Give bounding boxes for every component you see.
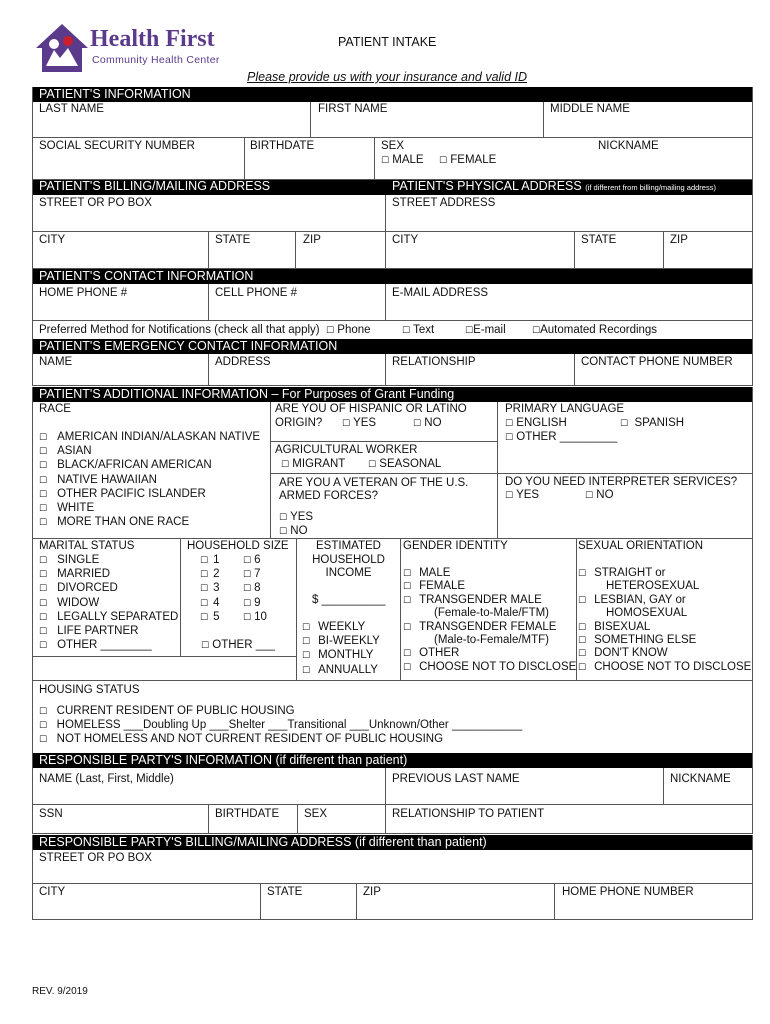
orientation-option-label: HETEROSEXUAL: [606, 580, 700, 593]
pref-phone-option[interactable]: ☐ Phone: [326, 324, 371, 336]
logo-text: Health First: [90, 26, 215, 52]
marital-option-0[interactable]: [39, 554, 99, 568]
marital-option-5[interactable]: [39, 625, 138, 639]
physical-state-field[interactable]: STATE: [581, 234, 617, 246]
checkbox-icon[interactable]: ☐: [39, 584, 48, 595]
race-option-label: MORE THAN ONE RACE: [57, 516, 190, 529]
checkbox-icon[interactable]: ☐: [413, 419, 422, 429]
billing-city-field[interactable]: CITY: [39, 234, 66, 246]
physical-zip-field[interactable]: ZIP: [670, 234, 688, 246]
marital-option-1[interactable]: [39, 568, 110, 582]
other-language-option[interactable]: ☐ OTHER _________: [505, 431, 618, 443]
marital-option-3[interactable]: [39, 597, 99, 611]
checkbox-icon[interactable]: ☐: [578, 662, 587, 673]
checkbox-icon[interactable]: ☐: [39, 707, 48, 717]
checkbox-icon[interactable]: ☐: [281, 460, 290, 470]
resp-zip-field[interactable]: ZIP: [363, 886, 381, 898]
race-option-label: WHITE: [57, 502, 95, 514]
veteran-yes-option[interactable]: ☐ YES: [279, 511, 314, 523]
gender-identity-label: GENDER IDENTITY: [403, 540, 508, 552]
veteran-question: ARE YOU A VETERAN OF THE U.S.: [279, 477, 469, 489]
middle-name-field[interactable]: MIDDLE NAME: [550, 103, 630, 115]
household-option-label: 4: [213, 596, 220, 609]
checkbox-icon[interactable]: ☐: [302, 623, 311, 633]
income-title-line: HOUSEHOLD: [312, 553, 385, 566]
orientation-option-3: [578, 607, 687, 620]
checkbox-icon[interactable]: ☐: [39, 612, 48, 623]
checkbox-icon[interactable]: ☐: [532, 326, 541, 336]
gender-option-1[interactable]: [403, 580, 465, 594]
orientation-option-label: DON'T KNOW: [594, 647, 668, 660]
gender-option-6[interactable]: [403, 647, 459, 661]
checkbox-icon[interactable]: ☐: [39, 433, 48, 443]
orientation-option-label: BISEXUAL: [594, 620, 651, 633]
race-option-label: AMERICAN INDIAN/ALASKAN NATIVE: [57, 431, 261, 443]
housing-not-homeless-option[interactable]: ☐ NOT HOMELESS AND NOT CURRENT RESIDENT OF PUBLIC HOUSING: [39, 733, 444, 745]
household-option-4[interactable]: [243, 611, 267, 625]
orientation-option-label: LESBIAN, GAY or: [594, 593, 686, 606]
pref-email-option[interactable]: ☐E-mail: [465, 324, 506, 336]
orientation-option-4[interactable]: [578, 621, 650, 635]
household-option-label: 10: [254, 610, 267, 623]
physical-city-field[interactable]: CITY: [392, 234, 419, 246]
income-option-label: WEEKLY: [318, 621, 366, 633]
section-responsible-billing: RESPONSIBLE PARTY'S BILLING/MAILING ADDRESS (if different than patient): [32, 835, 753, 850]
checkbox-icon[interactable]: ☐: [439, 156, 448, 166]
checkbox-icon[interactable]: ☐: [39, 461, 48, 472]
gender-option-label: OTHER: [419, 647, 460, 660]
checkbox-icon[interactable]: ☐: [585, 491, 594, 501]
ag-worker-label: AGRICULTURAL WORKER: [275, 444, 418, 456]
section-responsible-party: RESPONSIBLE PARTY'S INFORMATION (if different than patient): [32, 753, 753, 768]
household-option-0[interactable]: [243, 554, 260, 568]
household-option-0[interactable]: [200, 554, 219, 568]
marital-option-label: DIVORCED: [57, 582, 118, 595]
checkbox-icon[interactable]: ☐: [342, 419, 351, 429]
checkbox-icon[interactable]: ☐: [326, 326, 335, 336]
sexual-orientation-label: SEXUAL ORIENTATION: [578, 540, 704, 552]
revision-label: REV. 9/2019: [32, 986, 88, 997]
house-people-icon: [34, 22, 90, 74]
resp-prev-last-field[interactable]: PREVIOUS LAST NAME: [392, 773, 520, 785]
checkbox-icon[interactable]: ☐: [302, 637, 311, 648]
checkbox-icon[interactable]: ☐: [39, 641, 48, 652]
cell-phone-field[interactable]: CELL PHONE #: [215, 287, 298, 299]
checkbox-icon[interactable]: ☐: [243, 584, 252, 595]
primary-language-label: PRIMARY LANGUAGE: [505, 403, 625, 415]
resp-birthdate-field[interactable]: BIRTHDATE: [215, 808, 280, 820]
household-option-3[interactable]: [243, 597, 260, 611]
checkbox-icon[interactable]: ☐: [302, 665, 311, 676]
checkbox-icon[interactable]: ☐: [39, 489, 48, 500]
checkbox-icon[interactable]: ☐: [578, 569, 587, 579]
income-title-line: ESTIMATED: [316, 540, 381, 552]
checkbox-icon[interactable]: ☐: [39, 721, 48, 731]
race-option-6[interactable]: [39, 516, 189, 530]
income-option-1[interactable]: [302, 635, 380, 649]
english-option[interactable]: ☐ ENGLISH: [505, 417, 567, 429]
emergency-relationship-field[interactable]: RELATIONSHIP: [392, 356, 476, 368]
race-option-4[interactable]: [39, 488, 206, 502]
checkbox-icon[interactable]: ☐: [403, 622, 412, 633]
checkbox-icon[interactable]: ☐: [403, 595, 412, 606]
checkbox-icon[interactable]: ☐: [403, 662, 412, 673]
race-option-label: NATIVE HAWAIIAN: [57, 473, 157, 486]
orientation-option-2[interactable]: [578, 594, 686, 608]
resp-name-field[interactable]: NAME (Last, First, Middle): [39, 773, 174, 785]
checkbox-icon[interactable]: ☐: [578, 649, 587, 660]
ssn-field[interactable]: SOCIAL SECURITY NUMBER: [39, 140, 195, 152]
household-option-1[interactable]: [200, 568, 219, 582]
orientation-option-1: [578, 580, 699, 593]
billing-state-field[interactable]: STATE: [215, 234, 251, 246]
birthdate-field[interactable]: BIRTHDATE: [250, 140, 315, 152]
resp-relationship-field[interactable]: RELATIONSHIP TO PATIENT: [392, 808, 545, 820]
gender-option-4[interactable]: [403, 621, 556, 635]
orientation-option-label: CHOOSE NOT TO DISCLOSE: [594, 660, 752, 673]
checkbox-icon[interactable]: ☐: [381, 156, 390, 166]
resp-state-field[interactable]: STATE: [267, 886, 303, 898]
income-option-label: ANNUALLY: [318, 663, 378, 676]
race-option-2[interactable]: [39, 459, 212, 473]
income-option-label: MONTHLY: [318, 649, 374, 662]
email-field[interactable]: E-MAIL ADDRESS: [392, 287, 489, 299]
checkbox-icon[interactable]: ☐: [403, 582, 412, 593]
household-option-label: 2: [213, 568, 220, 581]
checkbox-icon[interactable]: ☐: [243, 598, 252, 609]
marital-option-label: WIDOW: [57, 596, 100, 609]
checkbox-icon[interactable]: ☐: [39, 518, 48, 529]
emergency-name-field[interactable]: NAME: [39, 356, 73, 368]
sex-label: SEX: [381, 140, 405, 152]
pref-automated-option[interactable]: ☐Automated Recordings: [532, 324, 658, 336]
checkbox-icon[interactable]: ☐: [39, 475, 48, 486]
home-phone-field[interactable]: HOME PHONE #: [39, 287, 128, 299]
checkbox-icon[interactable]: ☐: [39, 627, 48, 637]
checkbox-icon[interactable]: ☐: [578, 595, 587, 606]
household-option-label: 3: [213, 582, 220, 595]
interpreter-no-option[interactable]: ☐ NO: [585, 489, 614, 501]
gender-option-label: MALE: [419, 567, 451, 579]
checkbox-icon[interactable]: ☐: [200, 584, 209, 595]
orientation-option-label: STRAIGHT or: [594, 567, 666, 579]
checkbox-icon[interactable]: ☐: [368, 460, 377, 470]
marital-option-label: LEGALLY SEPARATED: [57, 610, 179, 623]
section-emergency-contact: PATIENT'S EMERGENCY CONTACT INFORMATION: [32, 339, 753, 354]
billing-zip-field[interactable]: ZIP: [303, 234, 321, 246]
checkbox-icon[interactable]: ☐: [200, 598, 209, 609]
interpreter-yes-option[interactable]: ☐ YES: [505, 489, 540, 501]
gender-option-label: (Female-to-Male/FTM): [434, 607, 550, 620]
race-option-0[interactable]: [39, 431, 260, 445]
gender-option-label: FEMALE: [419, 580, 466, 593]
checkbox-icon[interactable]: ☐: [200, 570, 209, 581]
resp-ssn-field[interactable]: SSN: [39, 808, 63, 820]
orientation-option-label: SOMETHING ELSE: [594, 634, 697, 646]
orientation-option-label: HOMOSEXUAL: [606, 607, 688, 620]
marital-option-2[interactable]: [39, 582, 118, 596]
gender-option-label: TRANSGENDER MALE: [419, 593, 542, 606]
housing-homeless-option[interactable]: ☐ HOMELESS ___Doubling Up ___Shelter ___Transitional ___Unknown/Other ___________: [39, 719, 523, 731]
household-option-label: 9: [254, 596, 261, 609]
first-name-field[interactable]: FIRST NAME: [318, 103, 388, 115]
household-option-label: 5: [213, 610, 220, 623]
physical-street-field[interactable]: STREET ADDRESS: [392, 197, 496, 209]
gender-option-label: CHOOSE NOT TO DISCLOSE: [419, 660, 577, 673]
marital-option-4[interactable]: [39, 611, 178, 625]
gender-option-2[interactable]: [403, 594, 542, 608]
income-title-line: INCOME: [325, 567, 372, 579]
orientation-option-6[interactable]: [578, 647, 668, 661]
pref-text-option[interactable]: ☐ Text: [402, 324, 435, 336]
checkbox-icon[interactable]: ☐: [620, 419, 629, 429]
resp-street-field[interactable]: STREET OR PO BOX: [39, 852, 152, 864]
resp-home-phone-field[interactable]: HOME PHONE NUMBER: [562, 886, 694, 898]
emergency-phone-field[interactable]: CONTACT PHONE NUMBER: [581, 356, 733, 368]
checkbox-icon[interactable]: ☐: [279, 513, 288, 523]
marital-status-label: MARITAL STATUS: [39, 540, 135, 552]
veteran-no-option[interactable]: ☐ NO: [279, 525, 308, 537]
income-option-0[interactable]: [302, 621, 365, 635]
last-name-field[interactable]: LAST NAME: [39, 103, 104, 115]
income-option-3[interactable]: [302, 664, 378, 678]
interpreter-question: DO YOU NEED INTERPRETER SERVICES?: [505, 476, 738, 488]
household-option-label: 8: [254, 582, 261, 595]
household-option-label: 7: [254, 568, 261, 581]
race-option-label: ASIAN: [57, 445, 92, 458]
hispanic-no-option[interactable]: ☐ NO: [413, 417, 442, 429]
section-physical-title: PATIENT'S PHYSICAL ADDRESS (if different from billing/mailing address): [392, 179, 716, 193]
checkbox-icon[interactable]: ☐: [200, 556, 209, 566]
checkbox-icon[interactable]: ☐: [39, 447, 48, 458]
household-option-3[interactable]: [200, 597, 219, 611]
checkbox-icon[interactable]: ☐: [505, 419, 514, 429]
household-option-2[interactable]: [200, 582, 219, 596]
housing-public-option[interactable]: ☐ CURRENT RESIDENT OF PUBLIC HOUSING: [39, 705, 295, 717]
migrant-option[interactable]: ☐ MIGRANT: [281, 458, 346, 470]
race-option-label: OTHER PACIFIC ISLANDER: [57, 487, 206, 500]
seasonal-option[interactable]: ☐ SEASONAL: [368, 458, 442, 470]
income-option-label: BI-WEEKLY: [318, 635, 380, 648]
orientation-option-7[interactable]: [578, 661, 751, 675]
billing-street-field[interactable]: STREET OR PO BOX: [39, 197, 152, 209]
household-size-label: HOUSEHOLD SIZE: [187, 540, 289, 552]
housing-status-label: HOUSING STATUS: [39, 684, 140, 696]
hispanic-question: ARE YOU OF HISPANIC OR LATINO: [275, 403, 467, 415]
checkbox-icon[interactable]: ☐: [243, 556, 252, 566]
page-title: PATIENT INTAKE: [338, 35, 437, 49]
marital-option-label: OTHER ________: [57, 639, 152, 652]
gender-option-7[interactable]: [403, 661, 576, 675]
orientation-option-5[interactable]: [578, 634, 696, 648]
race-option-1[interactable]: [39, 445, 92, 459]
gender-option-5: [403, 634, 549, 647]
checkbox-icon[interactable]: ☐: [39, 735, 48, 745]
checkbox-icon[interactable]: ☐: [39, 598, 48, 609]
marital-option-label: MARRIED: [57, 568, 111, 581]
logo: [34, 20, 222, 77]
section-additional-information: PATIENT'S ADDITIONAL INFORMATION – For Purposes of Grant Funding: [32, 387, 753, 402]
checkbox-icon[interactable]: ☐: [403, 649, 412, 660]
nickname-field[interactable]: NICKNAME: [598, 140, 659, 152]
checkbox-icon[interactable]: ☐: [505, 433, 514, 443]
checkbox-icon[interactable]: ☐: [279, 527, 288, 537]
gender-option-3: [403, 607, 549, 620]
race-option-5[interactable]: [39, 502, 94, 516]
spanish-option[interactable]: ☐ SPANISH: [620, 417, 685, 429]
checkbox-icon[interactable]: ☐: [243, 612, 252, 623]
household-option-label: 1: [213, 554, 220, 566]
section-patient-information: PATIENT'S INFORMATION: [32, 87, 753, 102]
checkbox-icon[interactable]: ☐: [578, 622, 587, 633]
orientation-option-0[interactable]: [578, 567, 665, 581]
resp-nickname-field[interactable]: NICKNAME: [670, 773, 731, 785]
income-option-2[interactable]: [302, 649, 373, 663]
hispanic-yes-option[interactable]: ☐ YES: [342, 417, 377, 429]
gender-option-label: (Male-to-Female/MTF): [434, 634, 550, 646]
race-option-3[interactable]: [39, 474, 157, 488]
page-subtitle: Please provide us with your insurance and valid ID: [247, 70, 528, 84]
gender-option-0[interactable]: [403, 567, 450, 581]
race-label: RACE: [39, 403, 71, 415]
checkbox-icon[interactable]: ☐: [243, 570, 252, 581]
race-option-label: BLACK/AFRICAN AMERICAN: [57, 459, 212, 472]
marital-option-label: SINGLE: [57, 554, 100, 566]
checkbox-icon[interactable]: ☐: [39, 504, 48, 514]
checkbox-icon[interactable]: ☐: [201, 641, 210, 651]
checkbox-icon[interactable]: ☐: [505, 491, 514, 501]
household-other-option[interactable]: ☐ OTHER ___: [201, 639, 275, 651]
hispanic-question-2: ORIGIN?: [275, 417, 323, 429]
checkbox-icon[interactable]: ☐: [578, 636, 587, 646]
veteran-question-2: ARMED FORCES?: [279, 490, 379, 502]
income-amount-field[interactable]: $ __________: [312, 594, 386, 606]
household-option-4[interactable]: [200, 611, 219, 625]
sex-male-option[interactable]: ☐ MALE: [381, 154, 424, 166]
sex-female-option[interactable]: ☐ FEMALE: [439, 154, 497, 166]
checkbox-icon[interactable]: ☐: [39, 570, 48, 581]
marital-option-label: LIFE PARTNER: [57, 625, 139, 637]
emergency-address-field[interactable]: ADDRESS: [215, 356, 271, 368]
gender-option-label: TRANSGENDER FEMALE: [419, 620, 557, 633]
checkbox-icon[interactable]: ☐: [200, 612, 209, 623]
checkbox-icon[interactable]: ☐: [39, 556, 48, 566]
household-option-label: 6: [254, 554, 261, 566]
section-billing-title: PATIENT'S BILLING/MAILING ADDRESS: [39, 179, 271, 193]
marital-option-6[interactable]: [39, 639, 152, 653]
resp-city-field[interactable]: CITY: [39, 886, 66, 898]
preferred-method-label: Preferred Method for Notifications (check all that apply): [39, 324, 320, 336]
checkbox-icon[interactable]: ☐: [402, 326, 411, 336]
household-option-1[interactable]: [243, 568, 260, 582]
checkbox-icon[interactable]: ☐: [403, 569, 412, 579]
resp-sex-field[interactable]: SEX: [304, 808, 328, 820]
checkbox-icon[interactable]: ☐: [302, 651, 311, 662]
logo-subtext: Community Health Center: [92, 54, 220, 66]
household-option-2[interactable]: [243, 582, 260, 596]
checkbox-icon[interactable]: ☐: [465, 326, 474, 336]
section-contact-information: PATIENT'S CONTACT INFORMATION: [32, 269, 753, 284]
